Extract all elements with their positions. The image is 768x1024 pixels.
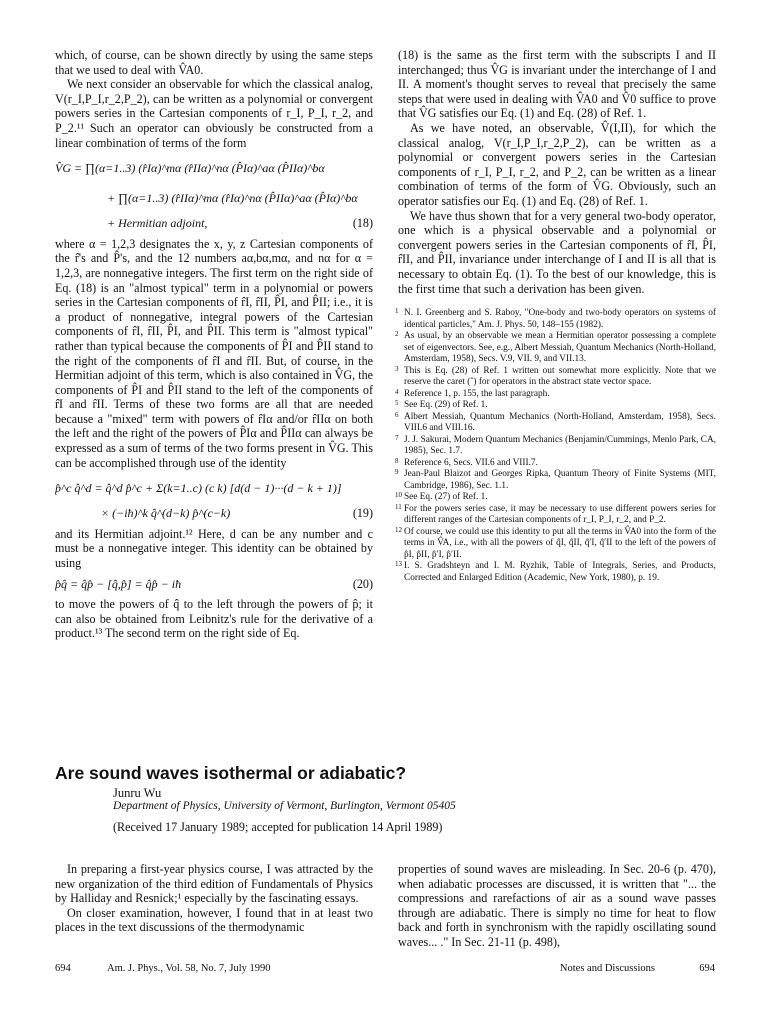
- reference-item: [395, 364, 716, 389]
- left-column: [55, 48, 373, 641]
- reference-text: Albert Messiah, Quantum Mechanics (North-Holland, Amsterdam, 1958), Secs. VIII.6 and VIII.16.: [404, 411, 716, 434]
- reference-item: [395, 410, 716, 435]
- reference-text: For the powers series case, it may be necessary to use different powers series for different ranges of the Cartesian components of r_I, P_I, r_2, and P_2.: [404, 503, 716, 526]
- paragraph: where α = 1,2,3 designates the x, y, z Cartesian components of the r̂'s and P̂'s, and the 12 numbers aα,bα,mα, and nα for α = 1,2,3, are nonnegative integers. The first term on the right side of Eq. (18) is an "almost typical" term in a polynomial or powers series in the Cartesian components of r̂I, r̂II, P̂I, and P̂II; i.e., it is a product of nonnegative, integral powers of the Cartesian components of r̂I, r̂II, P̂I, and P̂II. This term is "almost typical" rather than typical because the components of P̂I and P̂II stand to the right of the components of r̂I and r̂II. But, of course, in the Hermitian adjoint of this term, which is also contained in V̂G, the components of P̂I and P̂II stand to the left of the components of r̂I and r̂II. Terms of these two forms are all that are needed because a "mixed" term with powers of r̂Iα and/or r̂IIα on both the left and the right of the powers of P̂Iα and P̂IIα can always be expressed as a sum of terms of the two forms present in V̂G. This can be accomplished through use of the identity: [55, 236, 373, 470]
- article-affiliation: Department of Physics, University of Vermont, Burlington, Vermont 05405: [113, 800, 456, 812]
- paragraph: As we have noted, an observable, V̂(I,II), for which the classical analog, V(r_I,P_I,r_2,P_2), can be written as a polynomial or convergent powers series in the Cartesian components of r_I, P_I, r_2, and P_2, can be written as a linear combination of terms of the form of V̂G. Obviously, such an operator satisfies our Eq. (1) and Eq. (28) of Ref. 1.: [398, 120, 716, 208]
- reference-item: [395, 491, 716, 504]
- reference-item: [395, 399, 716, 412]
- equation-text: × (−iħ)^k q̂^(d−k) p̂^(c−k): [101, 506, 231, 521]
- reference-number: 7: [395, 433, 399, 442]
- reference-text: This is Eq. (28) of Ref. 1 written out somewhat more explicitly. Note that we reserve the caret (ˆ) for operators in the abstract state vector space.: [404, 365, 716, 388]
- reference-item: [395, 456, 716, 470]
- reference-text: N. I. Greenberg and S. Raboy, "One-body and two-body operators on systems of identical particles," Am. J. Phys. 50, 148–155 (1982).: [404, 308, 716, 330]
- paragraph: In preparing a first-year physics course, I was attracted by the new organization of the third edition of Fundamentals of Physics by Halliday and Resnick;¹ especially by the fascinating essays.: [55, 862, 373, 906]
- article-title: Are sound waves isothermal or adiabatic?: [55, 763, 407, 783]
- paragraph: (18) is the same as the first term with the subscripts I and II interchanged; thus V̂G is invariant under the interchange of I and II. A moment's thought serves to reveal that precisely the same steps that were used in dealing with V̂A0 and V̂0 suffice to prove that V̂G satisfies our Eq. (1) and Eq. (28) of Ref. 1.: [398, 48, 716, 121]
- reference-number: 4: [395, 387, 399, 396]
- equation-19-line-1: [55, 476, 373, 500]
- page-number: 694: [699, 963, 715, 974]
- section-name: Notes and Discussions: [559, 963, 655, 974]
- reference-item: [395, 330, 716, 366]
- equation-18-line-1: [55, 156, 373, 180]
- paragraph: On closer examination, however, I found that in at least two places in the text discussions of the thermodynamic: [55, 905, 373, 935]
- equation-number: (20): [352, 576, 373, 591]
- reference-text: Reference 1, p. 155, the last paragraph.: [404, 388, 550, 399]
- paragraph: which, of course, can be shown directly by using the same steps that we used to deal with V̂A0.: [55, 48, 373, 77]
- paragraph: and its Hermitian adjoint.¹² Here, d can be any number and c must be a nonnegative integer. This identity can be obtained by using: [55, 526, 373, 571]
- equation-number: (18): [352, 216, 373, 231]
- reference-number: 8: [395, 456, 399, 465]
- reference-number: 3: [395, 364, 399, 373]
- reference-item: [395, 560, 716, 584]
- article-left-column: [55, 862, 373, 935]
- reference-number: 13: [395, 560, 402, 569]
- reference-item: [395, 387, 716, 401]
- reference-number: 5: [395, 399, 399, 408]
- reference-item: [395, 525, 716, 562]
- reference-text: Reference 6, Secs. VII.6 and VIII.7.: [404, 457, 538, 468]
- reference-number: 2: [395, 330, 399, 339]
- reference-text: Of course, we could use this identity to put all the terms in V̂A0 into the form of the terms in V̂A, i.e., with all the powers of q̂I, q̂II, q̂′I, q̂′II to the left of the powers of p̂I, p̂II, p̂′I, p̂′II.: [404, 526, 716, 560]
- right-column: [395, 48, 716, 584]
- reference-number: 6: [395, 410, 399, 419]
- equation-text: p̂^c q̂^d = q̂^d p̂^c + Σ(k=1..c) (c k) [d(d − 1)···(d − k + 1)]: [55, 480, 342, 495]
- equation-18-line-3: [55, 216, 373, 231]
- equation-text: p̂q̂ = q̂p̂ − [q̂,p̂] = q̂p̂ − iħ: [55, 576, 182, 591]
- reference-text: J. J. Sakurai, Modern Quantum Mechanics (Benjamin/Cummings, Menlo Park, CA, 1985), Sec. 1.7.: [404, 434, 716, 457]
- reference-text: Jean-Paul Blaizot and Georges Ripka, Quantum Theory of Finite Systems (MIT, Cambridge, 1986), Sec. 1.1.: [404, 469, 716, 491]
- reference-text: See Eq. (29) of Ref. 1.: [404, 400, 488, 411]
- equation-19-line-2: [55, 506, 373, 521]
- paragraph: We have thus shown that for a very general two-body operator, one which is a physical observable and a polynomial or convergent powers series in the Cartesian components of r̂I, P̂I, r̂II, and P̂II, invariance under interchange of I and II is all that is necessary to obtain Eq. (1). To the best of our knowledge, this is the first time that such a derivation has been given.: [398, 208, 716, 296]
- article-author: Junru Wu: [113, 786, 162, 800]
- article-right-column: [398, 862, 716, 950]
- equation-text: + ∏(α=1..3) (r̂IIα)^mα (r̂Iα)^nα (P̂IIα)^aα (P̂Iα)^bα: [107, 190, 358, 205]
- paragraph: properties of sound waves are misleading. In Sec. 20-6 (p. 470), when adiabatic processes are discussed, it is written that "... the compressions and rarefactions of air as a sound wave passes through are adiabatic. There is simply no time for heat to flow back and forth in synchronism with the rapidly oscillating sound waves... ." In Sec. 21-11 (p. 498),: [398, 862, 716, 949]
- article-received-date: (Received 17 January 1989; accepted for publication 14 April 1989): [113, 820, 443, 834]
- reference-text: As usual, by an observable we mean a Hermitian operator possessing a complete set of eigenvectors. See, e.g., Albert Messiah, Quantum Mechanics (North-Holland, Amsterdam, 1958), Secs. V.9, VII. 9, and VII.13.: [404, 331, 716, 365]
- equation-text: V̂G = ∏(α=1..3) (r̂Iα)^mα (r̂IIα)^nα (P̂Iα)^aα (P̂IIα)^bα: [55, 160, 325, 175]
- journal-citation: Am. J. Phys., Vol. 58, No. 7, July 1990: [107, 963, 271, 974]
- reference-number: 9: [395, 468, 399, 477]
- equation-20: [55, 577, 373, 592]
- reference-item: [395, 433, 716, 458]
- reference-number: 1: [395, 307, 399, 316]
- reference-text: See Eq. (27) of Ref. 1.: [404, 492, 488, 503]
- equation-text: + Hermitian adjoint,: [107, 216, 208, 231]
- reference-text: I. S. Gradshteyn and I. M. Ryzhik, Table of Integrals, Series, and Products, Corrected and Enlarged Edition (Academic, New York, 1980), p. 19.: [404, 561, 716, 583]
- reference-number: 12: [395, 525, 402, 534]
- reference-item: [395, 468, 716, 492]
- reference-item: [395, 307, 716, 331]
- page-number: 694: [55, 963, 71, 974]
- reference-number: 11: [395, 502, 402, 511]
- reference-item: [395, 502, 716, 527]
- reference-number: 10: [395, 491, 402, 500]
- equation-18-line-2: [55, 186, 373, 210]
- equation-number: (19): [352, 506, 373, 521]
- paragraph: to move the powers of q̂ to the left through the powers of p̂; it can also be obtained from Leibnitz's rule for the derivative of a product.¹³ The second term on the right side of Eq.: [55, 597, 373, 641]
- paragraph: We next consider an observable for which the classical analog, V(r_I,P_I,r_2,P_2), can be written as a polynomial or convergent powers series in the Cartesian components of r_I, P_I, r_2, and P_2.¹¹ Such an operator can obviously be constructed from a linear combination of terms of the form: [55, 77, 373, 150]
- references-list: [395, 307, 716, 584]
